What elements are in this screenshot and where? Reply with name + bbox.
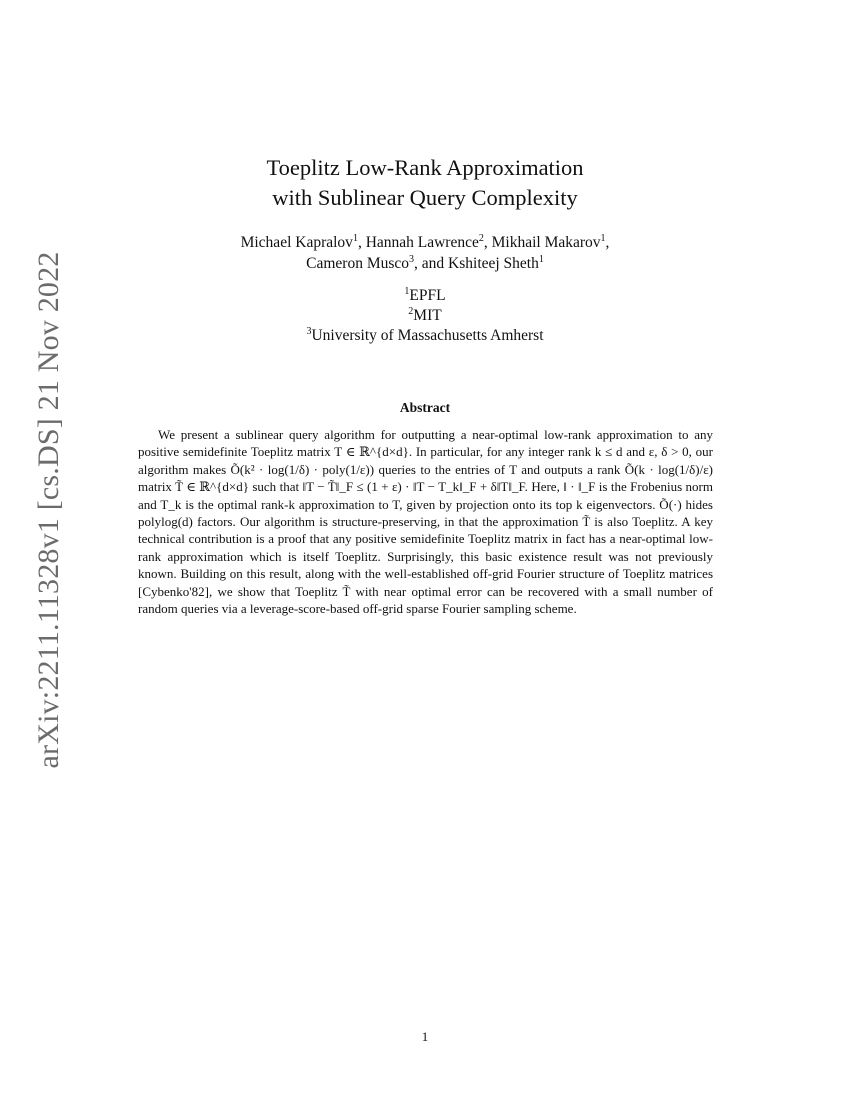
arxiv-identifier-stamp: arXiv:2211.11328v1 [cs.DS] 21 Nov 2022 [32, 251, 65, 769]
author-separator: , and [414, 255, 449, 272]
author-list [0, 232, 850, 274]
page-number: 1 [421, 1029, 429, 1044]
author-affil-mark: 1 [600, 233, 606, 244]
affiliation-item [0, 326, 850, 346]
affiliation-name: MIT [413, 307, 442, 324]
author-affil-mark: 1 [538, 254, 544, 265]
affiliation-number: 2 [408, 306, 414, 317]
title-line-1: Toeplitz Low-Rank Approximation [266, 155, 584, 180]
affiliation-number: 1 [404, 286, 410, 297]
author-affil-mark: 1 [352, 233, 358, 244]
author-name: Cameron Musco [306, 255, 410, 272]
author-line-1 [0, 232, 850, 253]
author-separator: , [357, 234, 366, 251]
author-affil-mark: 3 [409, 254, 415, 265]
paper-title [0, 153, 850, 213]
affiliation-list [0, 286, 850, 346]
title-line-2: with Sublinear Query Complexity [272, 185, 578, 210]
author-separator: , [605, 234, 610, 251]
abstract-heading: Abstract [399, 400, 451, 415]
author-separator: , [483, 234, 492, 251]
affiliation-item [0, 306, 850, 326]
affiliation-number: 3 [306, 326, 312, 337]
author-affil-mark: 2 [478, 233, 484, 244]
author-line-2 [0, 253, 850, 274]
affiliation-item [0, 286, 850, 306]
author-name: Michael Kapralov [240, 234, 353, 251]
author-name: Hannah Lawrence [365, 234, 479, 251]
abstract-body: We present a sublinear query algorithm for outputting a near-optimal low-rank approximation to any positive semidefinite Toeplitz matrix T ∈ ℝ^{d×d}. In particular, for any integer rank k ≤ d and ε, δ > 0, our algorithm makes Õ(k² · log(1/δ) · poly(1/ε)) queries to the entries of T and outputs a rank Õ(k · log(1/δ)/ε) matrix T̃ ∈ ℝ^{d×d} such that ‖T − T̃‖_F ≤ (1 + ε) · ‖T − T_k‖_F + δ‖T‖_F. Here, ‖ · ‖_F is the Frobenius norm and T_k is the optimal rank-k approximation to T, given by projection onto its top k eigenvectors. Õ(·) hides polylog(d) factors. Our algorithm is structure-preserving, in that the approximation T̃ is also Toeplitz. A key technical contribution is a proof that any positive semidefinite Toeplitz matrix in fact has a near-optimal low-rank approximation which is itself Toeplitz. Surprisingly, this basic existence result was not previously known. Building on this result, along with the well-established off-grid Fourier structure of Toeplitz matrices [Cybenko'82], we show that Toeplitz T̃ with near optimal error can be recovered with a small number of random queries via a leverage-score-based off-grid sparse Fourier sampling scheme. [138, 427, 713, 617]
affiliation-name: EPFL [409, 287, 446, 304]
author-name: Kshiteej Sheth [448, 255, 539, 272]
author-name: Mikhail Makarov [491, 234, 601, 251]
affiliation-name: University of Massachusetts Amherst [311, 327, 544, 344]
